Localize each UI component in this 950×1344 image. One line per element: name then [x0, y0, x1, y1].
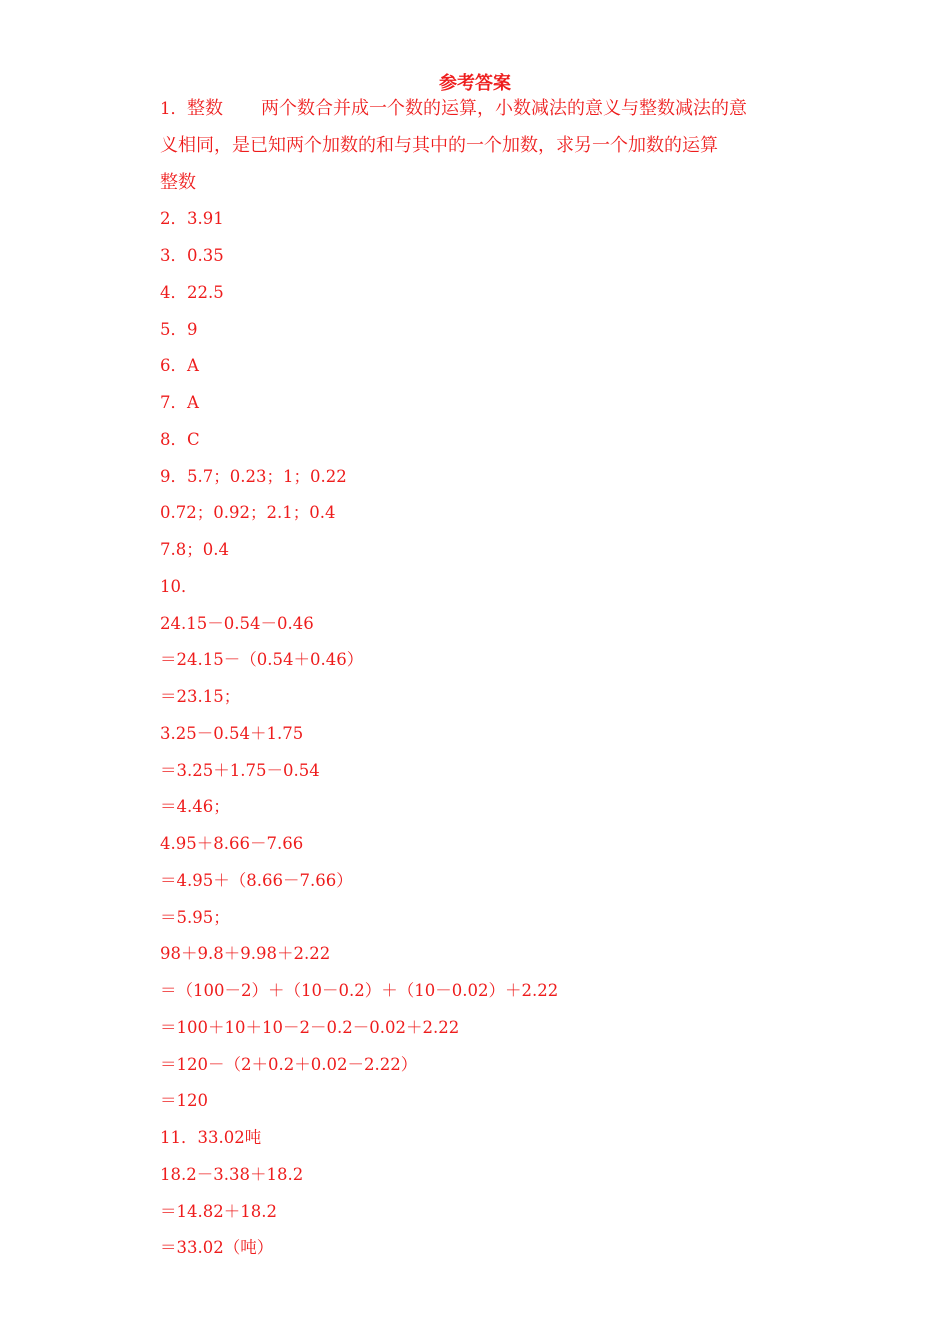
answer-line: ＝4.46；	[160, 797, 230, 817]
answer-line: 3．0.35	[160, 246, 224, 265]
answer-line: 2．3.91	[160, 209, 224, 229]
answer-line: ＝4.95＋（8.66－7.66）	[160, 870, 353, 890]
answer-1-line-1	[160, 96, 800, 133]
answer-line: ＝120－（2＋0.2＋0.02－2.22）	[160, 1054, 418, 1074]
answer-line: 5．9	[160, 319, 198, 339]
answer-line: 4．22.5	[160, 282, 224, 302]
answer-line: 3.25－0.54＋1.75	[160, 723, 304, 743]
answer-line: ＝5.95；	[160, 907, 230, 927]
answer-line: 11．33.02吨	[160, 1128, 262, 1147]
page-title: 参考答案	[439, 73, 511, 94]
answer-1-number: 1．	[160, 99, 187, 118]
answer-line: ＝24.15－（0.54＋0.46）	[160, 650, 364, 670]
answer-line: ＝33.02（吨）	[160, 1238, 274, 1258]
answer-1-part-1: 整数	[187, 98, 223, 119]
answer-line: 7.8；0.4	[160, 540, 229, 559]
answer-line: 7．A	[160, 393, 199, 412]
answer-line: 10．	[160, 576, 198, 596]
answer-1-line-2: 义相同，是已知两个加数的和与其中的一个加数，求另一个加数的运算	[160, 134, 718, 156]
answer-line: 4.95＋8.66－7.66	[160, 834, 304, 853]
answer-line: ＝3.25＋1.75－0.54	[160, 760, 320, 780]
answer-line: 98＋9.8＋9.98＋2.22	[160, 944, 331, 964]
answer-line: 18.2－3.38＋18.2	[160, 1164, 304, 1184]
answer-line: ＝23.15；	[160, 687, 241, 706]
answer-line: 0.72；0.92；2.1；0.4	[160, 503, 336, 523]
answer-1-part-2: 两个数合并成一个数的运算，小数减法的意义与整数减法的意	[261, 98, 747, 119]
answer-line: 9．5.7；0.23；1；0.22	[160, 466, 347, 486]
answer-line: ＝100＋10＋10－2－0.2－0.02＋2.22	[160, 1017, 460, 1037]
answer-line: ＝（100－2）＋（10－0.2）＋（10－0.02）＋2.22	[160, 981, 559, 1000]
answer-1-line-3: 整数	[160, 171, 196, 193]
answer-line: 8．C	[160, 429, 200, 449]
answer-line: ＝120	[160, 1091, 208, 1111]
answer-line: 6．A	[160, 356, 199, 376]
answer-line: ＝14.82＋18.2	[160, 1201, 277, 1221]
answer-content	[160, 96, 800, 1272]
answer-line: 24.15－0.54－0.46	[160, 613, 314, 633]
